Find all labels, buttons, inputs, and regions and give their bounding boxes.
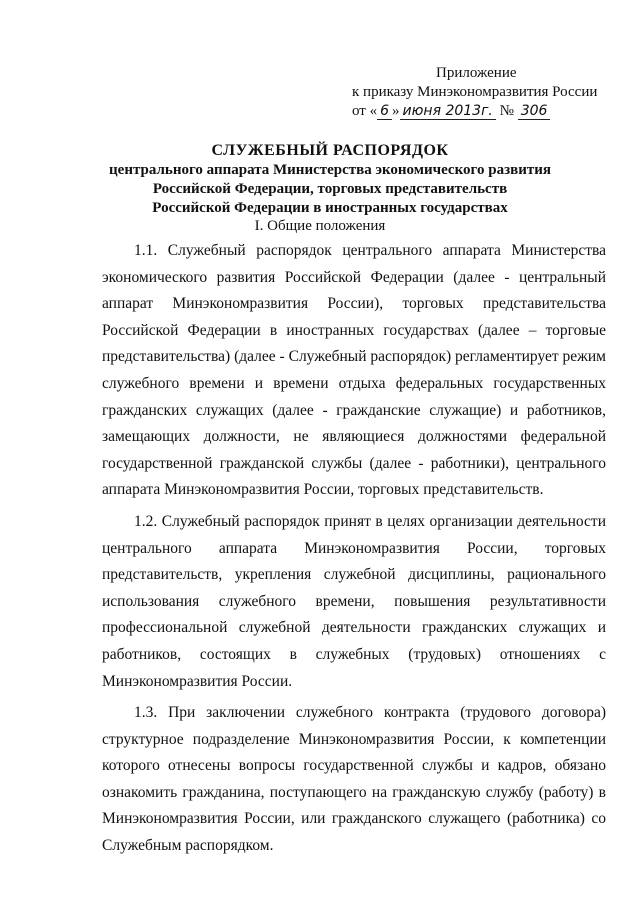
document-title: СЛУЖЕБНЫЙ РАСПОРЯДОК bbox=[211, 142, 449, 159]
paragraph-1-2: 1.2. Служебный распорядок принят в целях организации деятельности центрального аппарата Минэкономразвития России, торговых представительств, укрепления служебной дисциплины, рационального использования служебного времени, повышения результативности профессиональной служебной деятельности гражданских служащих и работников, состоящих в служебных (трудовых) отношениях с Минэкономразвития России. bbox=[102, 512, 606, 690]
annex-order-reference: к приказу Минэкономразвития России bbox=[352, 84, 598, 100]
document-subtitle-line: Российской Федерации в иностранных государствах bbox=[152, 200, 508, 216]
annex-date-prefix: от « bbox=[352, 103, 378, 119]
annex-number-label: № bbox=[499, 103, 514, 119]
paragraph-1-1: 1.1. Служебный распорядок центрального аппарата Министерства экономического развития Российской Федерации (далее - центральный аппарат Минэкономразвития России), торговых представительства Российской Федерации в иностранных государствах (далее – торговые представительства) (далее - Служебный распорядок) регламентирует режим служебного времени и времени отдыха федеральных государственных гражданских служащих (далее - гражданские служащие) и работников, замещающих должности, не являющиеся должностями федеральной государственной гражданской службы (далее - работники), центрального аппарата Минэкономразвития России, торговых представительств. bbox=[102, 242, 606, 499]
document-title-block bbox=[70, 140, 590, 218]
annex-date-line bbox=[352, 102, 612, 121]
annex-block bbox=[352, 64, 612, 121]
document-body bbox=[102, 238, 606, 865]
annex-title: Приложение bbox=[436, 65, 517, 81]
paragraph-1-3: 1.3. При заключении служебного контракта (трудового договора) структурное подразделение Минэкономразвития России, к компетенции которого отнесены вопросы государственной службы и кадров, обязано ознакомить гражданина, поступающего на гражданскую службу (работу) в Минэкономразвития России, или гражданского служащего (работника) со Служебным распорядком. bbox=[102, 704, 606, 855]
annex-day-handwritten: 6 bbox=[377, 103, 392, 120]
annex-date-mid: » bbox=[392, 103, 400, 119]
section-heading: I. Общие положения bbox=[254, 218, 386, 234]
document-subtitle-line: центрального аппарата Министерства экономического развития bbox=[109, 162, 551, 178]
annex-number-handwritten: 306 bbox=[518, 103, 551, 120]
document-subtitle-line: Российской Федерации, торговых представительств bbox=[152, 181, 508, 197]
annex-month-year-handwritten: июня 2013г. bbox=[400, 103, 496, 120]
